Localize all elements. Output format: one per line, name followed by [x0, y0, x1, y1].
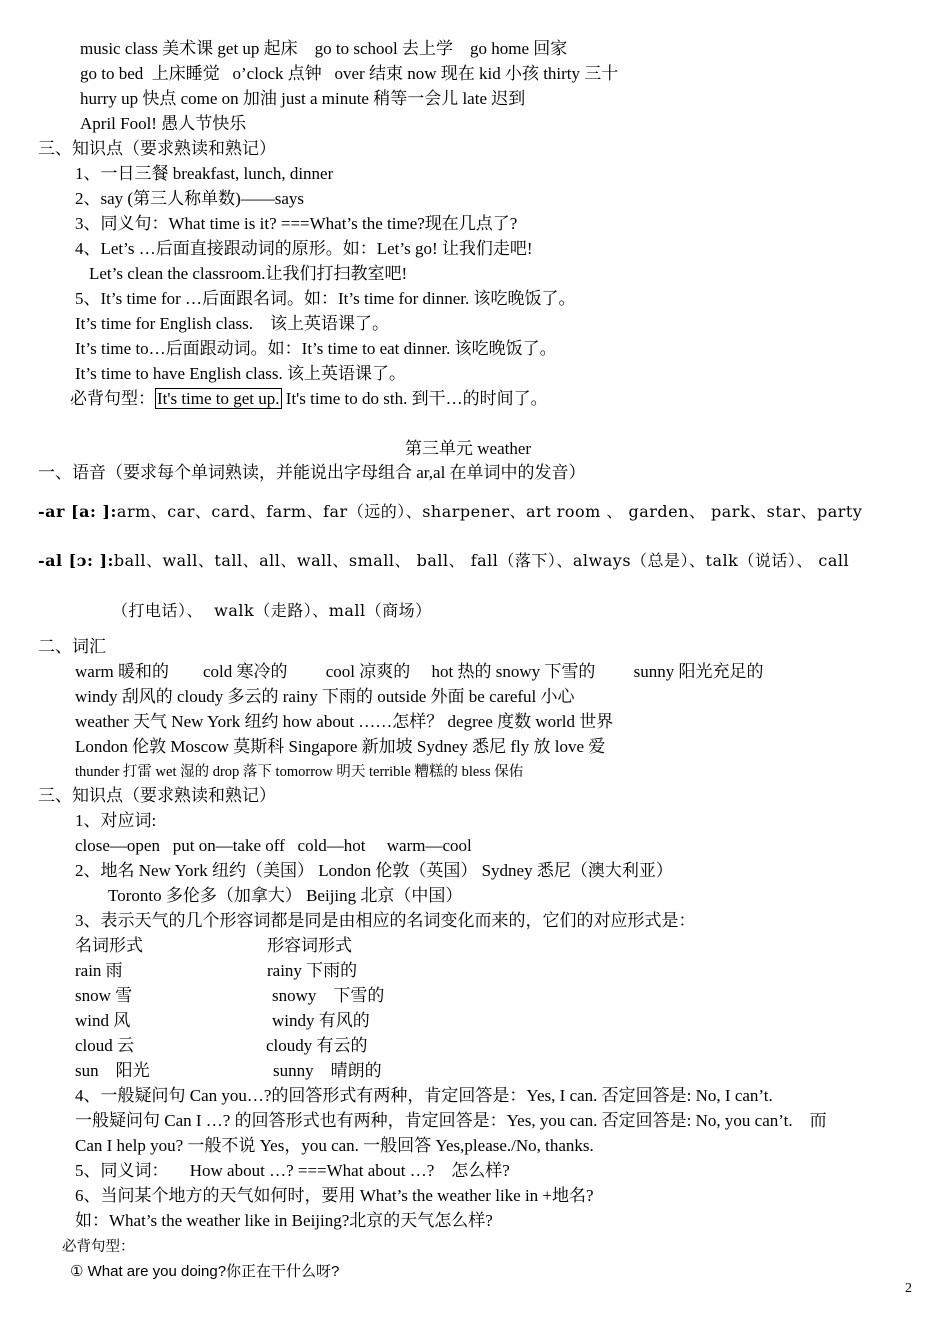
point-4: 4、一般疑问句 Can you…?的回答形式有两种，肯定回答是：Yes, I can. 否定回答是: No, I can’t. [75, 1086, 773, 1105]
point-1: 1、对应词: [75, 811, 157, 830]
point-6-b: 如：What’s the weather like in Beijing?北京的天气怎么样? [75, 1211, 493, 1230]
point-2-cont: Toronto 多伦多（加拿大） Beijing 北京（中国） [108, 886, 463, 905]
knowledge-line-9: It’s time to have English class. 该上英语课了。 [75, 364, 406, 383]
table-row-noun: sun 阳光 [75, 1061, 150, 1080]
vocab3-line-2: windy 刮风的 cloudy 多云的 rainy 下雨的 outside 外面 be careful 小心 [75, 687, 575, 706]
table-row-adjective: windy 有风的 [272, 1011, 370, 1030]
must-recite-line [70, 388, 548, 410]
page-number: 2 [905, 1281, 912, 1296]
must-recite-item-1: ① What are you doing?你正在干什么呀? [70, 1263, 340, 1280]
vocab-line-1: music class 美术课 get up 起床 go to school 去上学 go home 回家 [80, 39, 568, 58]
table-row-noun: snow 雪 [75, 986, 133, 1005]
knowledge-line-4: 4、Let’s …后面直接跟动词的原形。如：Let’s go! 让我们走吧! [75, 239, 533, 258]
section-heading-vocab: 二、词汇 [38, 637, 106, 656]
unit-title: 第三单元 weather [405, 439, 532, 458]
must-recite-rest: It's time to do sth. 到干…的时间了。 [281, 389, 548, 408]
point-5: 5、同义词： How about …? ===What about …? 怎么样? [75, 1161, 510, 1180]
phonics-al-words: ball、wall、tall、all、wall、small、 ball、 fall（落下）、always（总是）、talk（说话）、 call [113, 551, 850, 570]
point-1-pairs: close—open put on—take off cold—hot warm—cool [75, 836, 472, 855]
table-row-noun: wind 风 [75, 1011, 131, 1030]
knowledge-line-1: 1、一日三餐 breakfast, lunch, dinner [75, 164, 334, 183]
table-row-noun: cloud 云 [75, 1036, 135, 1055]
knowledge-line-7: It’s time for English class. 该上英语课了。 [75, 314, 390, 333]
table-row-noun: rain 雨 [75, 961, 123, 980]
section-heading-knowledge-3: 三、知识点（要求熟读和熟记） [38, 786, 276, 805]
phonics-ar-line [38, 501, 862, 523]
vocab3-line-1: warm 暖和的 cold 寒冷的 cool 凉爽的 hot 热的 snowy 下雪的 sunny 阳光充足的 [75, 662, 764, 681]
table-header-noun: 名词形式 [75, 936, 143, 955]
knowledge-line-2: 2、say (第三人称单数)——says [75, 189, 305, 208]
vocab-line-3: hurry up 快点 come on 加油 just a minute 稍等一会儿 late 迟到 [80, 89, 526, 108]
phonics-al-continued: （打电话）、 walk（走路）、mall（商场） [112, 601, 432, 620]
knowledge-line-6: 5、It’s time for …后面跟名词。如：It’s time for dinner. 该吃晚饭了。 [75, 289, 576, 308]
vocab-line-2: go to bed 上床睡觉 o’clock 点钟 over 结束 now 现在 kid 小孩 thirty 三十 [80, 64, 619, 83]
must-recite-label-3: 必背句型： [62, 1239, 135, 1255]
phonics-ar-words: arm、car、card、farm、far（远的）、sharpener、art room 、 garden、 park、star、party [116, 502, 863, 521]
knowledge-line-3: 3、同义句：What time is it? ===What’s the time?现在几点了? [75, 214, 518, 233]
knowledge-line-5: Let’s clean the classroom.让我们打扫教室吧! [89, 264, 408, 283]
must-recite-label: 必背句型： [70, 389, 155, 408]
phonics-al-label: -al [ɔ: ]: [38, 551, 114, 570]
section-heading-knowledge: 三、知识点（要求熟读和熟记） [38, 139, 276, 158]
table-row-adjective: cloudy 有云的 [266, 1036, 368, 1055]
point-2: 2、地名 New York 纽约（美国） London 伦敦（英国） Sydney 悉尼（澳大利亚） [75, 861, 673, 880]
vocab3-line-4: London 伦敦 Moscow 莫斯科 Singapore 新加坡 Sydney 悉尼 fly 放 love 爱 [75, 737, 606, 756]
vocab3-line-3: weather 天气 New York 纽约 how about ……怎样？ degree 度数 world 世界 [75, 712, 614, 731]
table-row-adjective: sunny 晴朗的 [273, 1061, 382, 1080]
vocab-line-4: April Fool! 愚人节快乐 [80, 114, 247, 133]
vocab3-small-line: thunder 打雷 wet 湿的 drop 落下 tomorrow 明天 terrible 糟糕的 bless 保佑 [75, 764, 524, 780]
must-recite-boxed-sentence: It's time to get up. [157, 389, 280, 408]
phonics-al-line [38, 550, 849, 572]
table-row-adjective: snowy 下雪的 [272, 986, 385, 1005]
point-6: 6、当问某个地方的天气如何时，要用 What’s the weather like in +地名? [75, 1186, 594, 1205]
table-header-adjective: 形容词形式 [267, 936, 352, 955]
phonics-ar-label: -ar [a: ]: [38, 502, 117, 521]
table-row-adjective: rainy 下雨的 [267, 961, 358, 980]
point-3: 3、表示天气的几个形容词都是同是由相应的名词变化而来的，它们的对应形式是： [75, 911, 696, 930]
section-heading-phonics: 一、语音（要求每个单词熟读，并能说出字母组合 ar,al 在单词中的发音） [38, 463, 586, 482]
knowledge-line-8: It’s time to…后面跟动词。如：It’s time to eat dinner. 该吃晚饭了。 [75, 339, 557, 358]
point-4-b: 一般疑问句 Can I …? 的回答形式也有两种，肯定回答是：Yes, you can. 否定回答是: No, you can’t. 而 [75, 1111, 827, 1130]
point-4-c: Can I help you? 一般不说 Yes，you can. 一般回答 Yes,please./No, thanks. [75, 1136, 594, 1155]
